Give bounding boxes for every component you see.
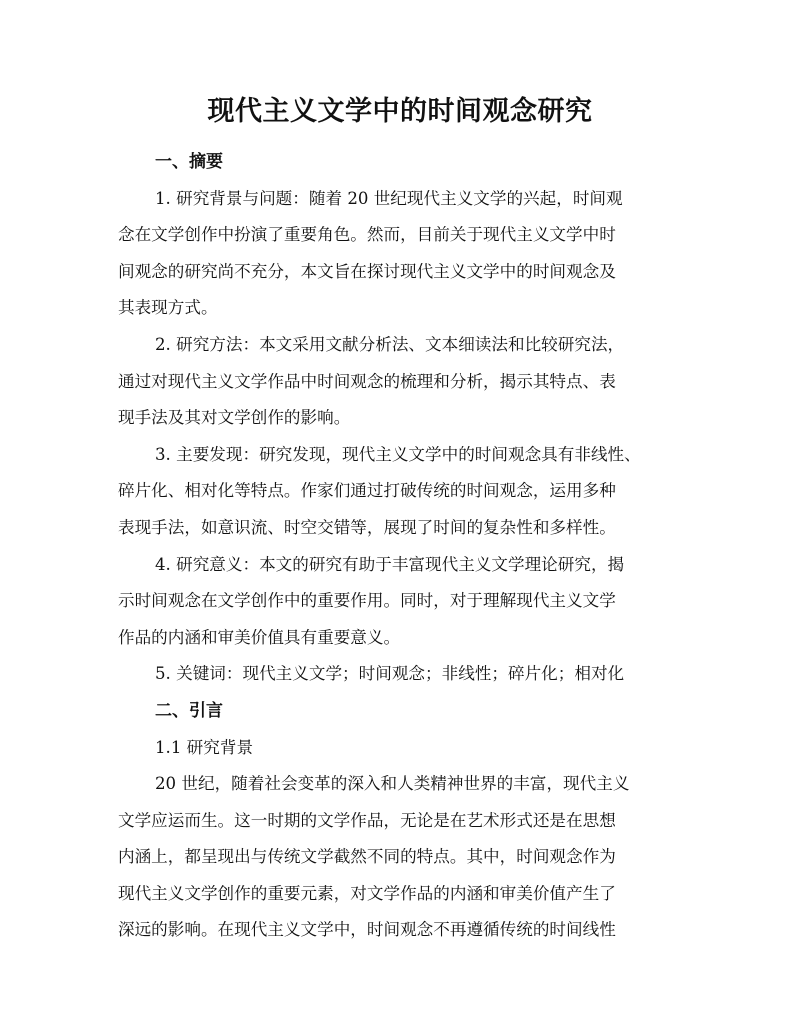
text-line: 其表现方式。 <box>118 298 218 318</box>
abstract-paragraph-significance <box>118 547 684 657</box>
text-line: 表现手法，如意识流、时空交错等，展现了时间的复杂性和多样性。 <box>118 517 616 537</box>
text-line: 间观念的研究尚不充分，本文旨在探讨现代主义文学中的时间观念及 <box>118 261 616 281</box>
text-line: 示时间观念在文学创作中的重要作用。同时，对于理解现代主义文学 <box>118 591 616 611</box>
text-line: 念在文学创作中扮演了重要角色。然而，目前关于现代主义文学中时 <box>118 225 616 245</box>
text-line: 5. 关键词：现代主义文学；时间观念；非线性；碎片化；相对化 <box>155 664 625 684</box>
abstract-paragraph-keywords <box>118 656 684 693</box>
text-line: 2. 研究方法：本文采用文献分析法、文本细读法和比较研究法， <box>155 334 625 354</box>
section-heading-abstract: 一、摘要 <box>155 152 223 172</box>
text-line: 文学应运而生。这一时期的文学作品，无论是在艺术形式还是在思想 <box>118 810 616 830</box>
text-line: 1. 研究背景与问题：随着 20 世纪现代主义文学的兴起，时间观 <box>155 188 623 208</box>
document-body <box>118 144 684 949</box>
text-line: 现手法及其对文学创作的影响。 <box>118 408 351 428</box>
text-line: 内涵上，都呈现出与传统文学截然不同的特点。其中，时间观念作为 <box>118 847 616 867</box>
subsection-heading-background: 1.1 研究背景 <box>155 737 254 757</box>
document-title: 现代主义文学中的时间观念研究 <box>207 96 593 127</box>
abstract-paragraph-findings <box>118 437 684 547</box>
text-line: 20 世纪，随着社会变革的深入和人类精神世界的丰富，现代主义 <box>155 774 630 794</box>
section-heading-introduction: 二、引言 <box>155 700 223 721</box>
text-line: 3. 主要发现：研究发现，现代主义文学中的时间观念具有非线性、 <box>155 444 641 464</box>
abstract-paragraph-methods <box>118 327 684 437</box>
text-line: 现代主义文学创作的重要元素，对文学作品的内涵和审美价值产生了 <box>118 883 616 903</box>
text-line: 碎片化、相对化等特点。作家们通过打破传统的时间观念，运用多种 <box>118 481 616 501</box>
text-line: 作品的内涵和审美价值具有重要意义。 <box>118 627 401 647</box>
abstract-paragraph-background <box>118 181 684 327</box>
text-line: 深远的影响。在现代主义文学中，时间观念不再遵循传统的时间线性 <box>118 920 616 940</box>
text-line: 4. 研究意义：本文的研究有助于丰富现代主义文学理论研究，揭 <box>155 554 625 574</box>
text-line: 通过对现代主义文学作品中时间观念的梳理和分析，揭示其特点、表 <box>118 371 616 391</box>
introduction-paragraph <box>118 766 684 949</box>
